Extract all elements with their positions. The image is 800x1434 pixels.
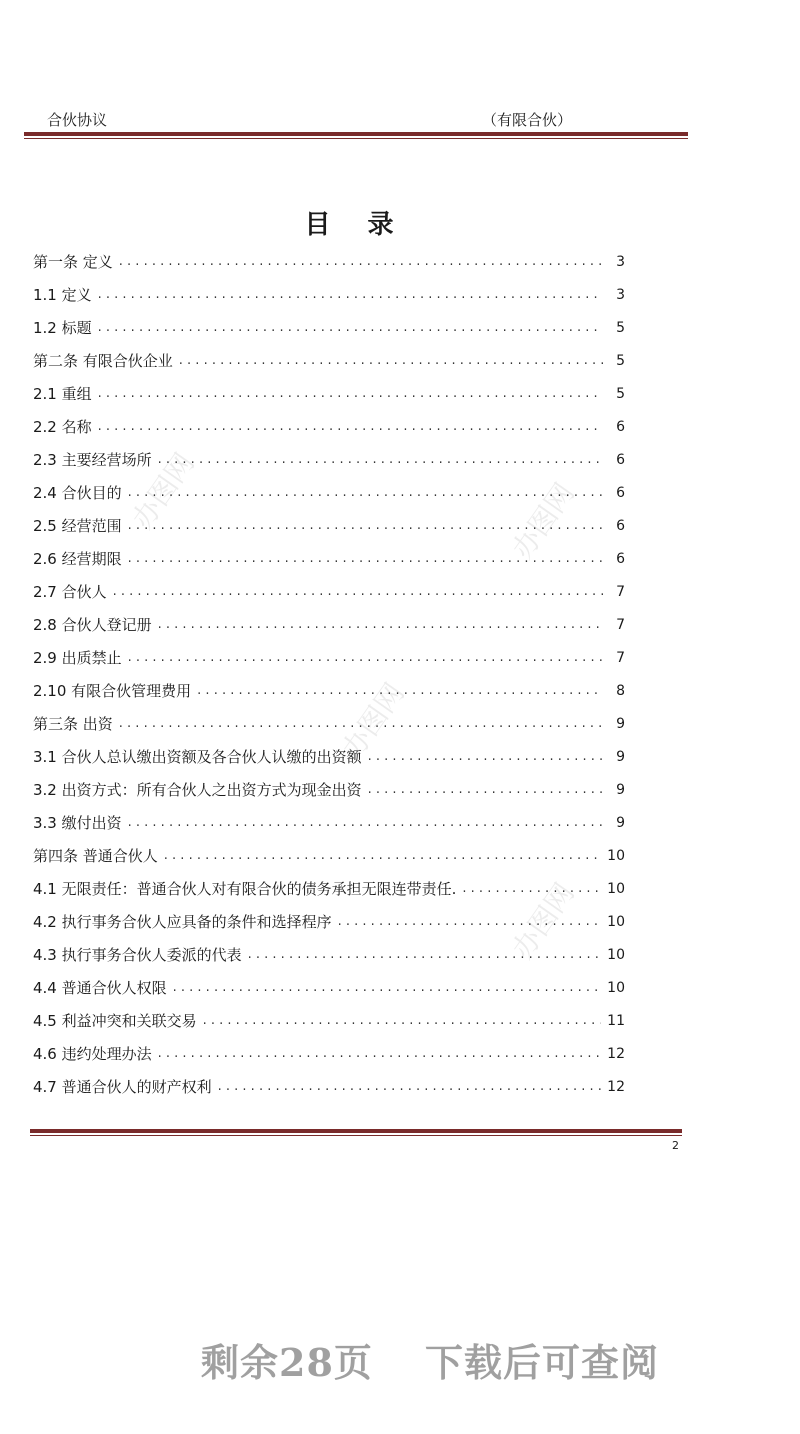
toc-entry-label: 4.7 普通合伙人的财产权利 xyxy=(33,1078,212,1096)
toc-entry-page: 6 xyxy=(616,484,625,501)
toc-entry-page: 12 xyxy=(607,1045,625,1062)
footer-rule-thin xyxy=(30,1135,682,1136)
toc-entry-page: 5 xyxy=(616,352,625,369)
download-banner[interactable] xyxy=(0,1332,800,1387)
toc-entry-label: 2.7 合伙人 xyxy=(33,583,107,601)
toc-leader-dots xyxy=(158,1046,602,1061)
toc-entry-page: 9 xyxy=(616,715,625,732)
toc-entry-page: 9 xyxy=(616,814,625,831)
toc-entry[interactable] xyxy=(33,344,625,377)
toc-entry-page: 6 xyxy=(616,550,625,567)
toc-entry[interactable] xyxy=(33,905,625,938)
toc-entry-page: 10 xyxy=(607,946,625,963)
toc-leader-dots xyxy=(173,980,602,995)
toc-entry-label: 2.8 合伙人登记册 xyxy=(33,616,152,634)
watermark: 办图网 xyxy=(335,676,411,765)
toc-leader-dots xyxy=(158,452,603,467)
download-to-view-text: 下载后可查阅 xyxy=(424,1340,659,1385)
toc-entry[interactable] xyxy=(33,410,625,443)
toc-entry-label: 2.5 经营范围 xyxy=(33,517,122,535)
toc-entry-page: 9 xyxy=(616,781,625,798)
header-rule-thin xyxy=(24,138,688,139)
toc-entry-page: 9 xyxy=(616,748,625,765)
toc-entry-page: 5 xyxy=(616,385,625,402)
toc-entry[interactable] xyxy=(33,971,625,1004)
toc-leader-dots xyxy=(128,551,603,566)
toc-entry[interactable] xyxy=(33,872,625,905)
toc-entry-label: 2.3 主要经营场所 xyxy=(33,451,152,469)
toc-entry-page: 11 xyxy=(607,1012,625,1029)
toc-leader-dots xyxy=(98,419,603,434)
toc-entry-page: 6 xyxy=(616,517,625,534)
toc-entry[interactable] xyxy=(33,542,625,575)
toc-entry[interactable] xyxy=(33,476,625,509)
toc-entry-page: 5 xyxy=(616,319,625,336)
toc-entry-label: 第二条 有限合伙企业 xyxy=(33,352,173,370)
toc-leader-dots xyxy=(98,386,603,401)
table-of-contents xyxy=(33,245,625,1103)
toc-entry-label: 4.1 无限责任：普通合伙人对有限合伙的债务承担无限连带责任. xyxy=(33,880,457,898)
toc-entry-label: 2.2 名称 xyxy=(33,418,92,436)
toc-entry[interactable] xyxy=(33,938,625,971)
toc-entry-page: 3 xyxy=(616,286,625,303)
toc-entry[interactable] xyxy=(33,377,625,410)
toc-entry-label: 2.4 合伙目的 xyxy=(33,484,122,502)
toc-entry[interactable] xyxy=(33,245,625,278)
toc-leader-dots xyxy=(164,848,601,863)
toc-leader-dots xyxy=(462,881,601,896)
toc-entry[interactable] xyxy=(33,641,625,674)
toc-leader-dots xyxy=(197,683,603,698)
toc-leader-dots xyxy=(368,782,603,797)
toc-entry-label: 3.1 合伙人总认缴出资额及各合伙人认缴的出资额 xyxy=(33,748,362,766)
toc-entry[interactable] xyxy=(33,740,625,773)
header-subtitle: （有限合伙） xyxy=(482,111,573,129)
toc-entry-label: 第四条 普通合伙人 xyxy=(33,847,158,865)
toc-entry[interactable] xyxy=(33,608,625,641)
toc-leader-dots xyxy=(158,617,603,632)
toc-entry-label: 4.6 违约处理办法 xyxy=(33,1045,152,1063)
watermark: 办图网 xyxy=(505,876,581,965)
toc-entry[interactable] xyxy=(33,1070,625,1103)
toc-entry-page: 10 xyxy=(607,847,625,864)
remaining-pages-text: 剩余28页 xyxy=(201,1340,373,1385)
toc-entry-page: 7 xyxy=(616,583,625,600)
toc-leader-dots xyxy=(98,287,603,302)
watermark: 办图网 xyxy=(125,446,201,535)
toc-entry-label: 第三条 出资 xyxy=(33,715,113,733)
toc-entry[interactable] xyxy=(33,773,625,806)
toc-entry-page: 12 xyxy=(607,1078,625,1095)
footer-rule-thick xyxy=(30,1129,682,1133)
toc-leader-dots xyxy=(113,584,603,599)
toc-entry[interactable] xyxy=(33,674,625,707)
toc-entry-label: 第一条 定义 xyxy=(33,253,113,271)
toc-entry-label: 3.3 缴付出资 xyxy=(33,814,122,832)
toc-entry-label: 1.2 标题 xyxy=(33,319,92,337)
toc-entry-page: 10 xyxy=(607,979,625,996)
toc-leader-dots xyxy=(338,914,602,929)
toc-entry-page: 3 xyxy=(616,253,625,270)
watermark: 办图网 xyxy=(505,476,581,565)
toc-entry[interactable] xyxy=(33,278,625,311)
toc-entry-page: 6 xyxy=(616,451,625,468)
toc-entry[interactable] xyxy=(33,839,625,872)
toc-entry-label: 4.4 普通合伙人权限 xyxy=(33,979,167,997)
toc-entry-page: 10 xyxy=(607,913,625,930)
toc-entry[interactable] xyxy=(33,1037,625,1070)
toc-entry-page: 8 xyxy=(616,682,625,699)
toc-leader-dots xyxy=(248,947,602,962)
toc-entry[interactable] xyxy=(33,1004,625,1037)
toc-entry-page: 7 xyxy=(616,649,625,666)
toc-leader-dots xyxy=(119,254,603,269)
toc-title: 目 录 xyxy=(304,210,408,240)
toc-entry-label: 1.1 定义 xyxy=(33,286,92,304)
toc-entry-page: 6 xyxy=(616,418,625,435)
toc-entry[interactable] xyxy=(33,806,625,839)
header-title: 合伙协议 xyxy=(47,111,108,129)
toc-entry-label: 2.10 有限合伙管理费用 xyxy=(33,682,192,700)
toc-leader-dots xyxy=(218,1079,602,1094)
toc-leader-dots xyxy=(128,815,603,830)
toc-leader-dots xyxy=(368,749,603,764)
toc-leader-dots xyxy=(128,518,603,533)
toc-entry-label: 2.6 经营期限 xyxy=(33,550,122,568)
header-rule-thick xyxy=(24,132,688,136)
toc-entry-label: 4.5 利益冲突和关联交易 xyxy=(33,1012,197,1030)
toc-entry[interactable] xyxy=(33,311,625,344)
toc-leader-dots xyxy=(98,320,603,335)
toc-entry-label: 2.1 重组 xyxy=(33,385,92,403)
toc-leader-dots xyxy=(128,485,603,500)
toc-entry[interactable] xyxy=(33,509,625,542)
toc-leader-dots xyxy=(179,353,603,368)
toc-entry-page: 7 xyxy=(616,616,625,633)
page-number: 2 xyxy=(672,1139,679,1152)
toc-leader-dots xyxy=(203,1013,602,1028)
toc-entry-label: 4.2 执行事务合伙人应具备的条件和选择程序 xyxy=(33,913,332,931)
toc-entry-label: 3.2 出资方式：所有合伙人之出资方式为现金出资 xyxy=(33,781,362,799)
toc-entry-page: 10 xyxy=(607,880,625,897)
toc-entry[interactable] xyxy=(33,575,625,608)
toc-entry-label: 2.9 出质禁止 xyxy=(33,649,122,667)
toc-leader-dots xyxy=(128,650,603,665)
toc-entry[interactable] xyxy=(33,443,625,476)
toc-entry-label: 4.3 执行事务合伙人委派的代表 xyxy=(33,946,242,964)
toc-entry[interactable] xyxy=(33,707,625,740)
toc-leader-dots xyxy=(119,716,603,731)
